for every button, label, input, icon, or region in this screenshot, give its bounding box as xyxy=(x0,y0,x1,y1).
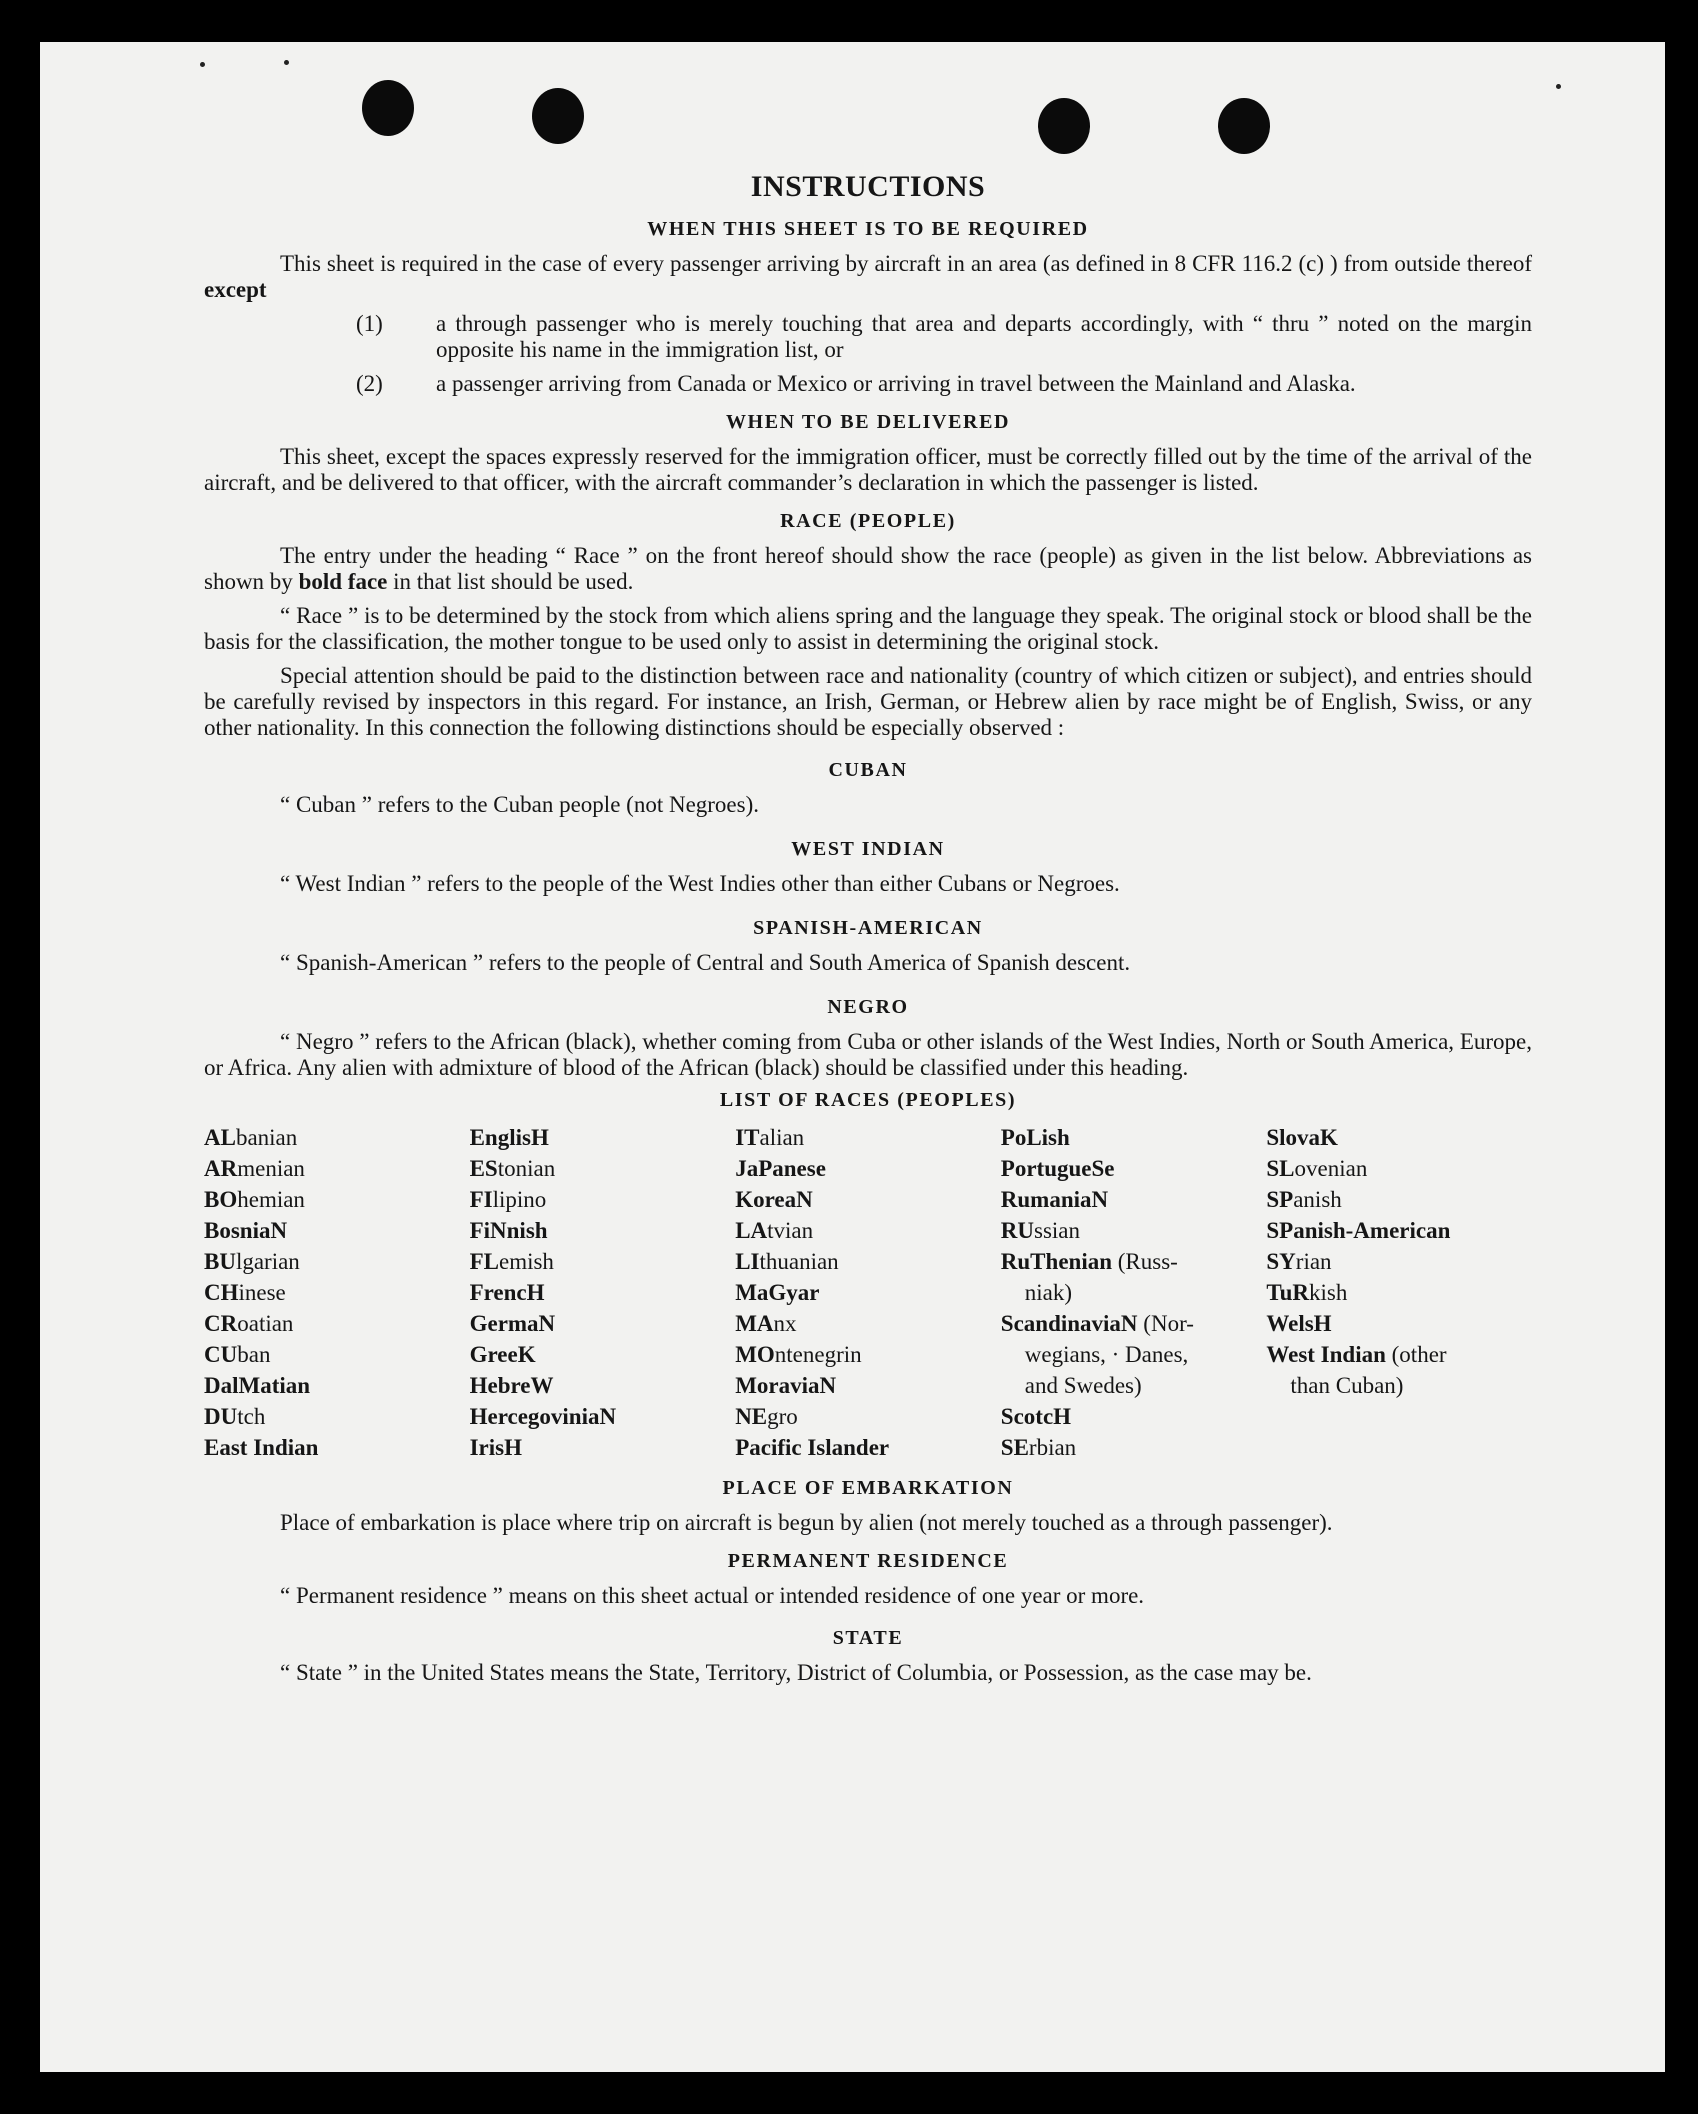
race-abbreviation: MoraviaN xyxy=(735,1373,837,1398)
race-abbreviation: BO xyxy=(204,1187,238,1212)
race-paragraph-3: Special attention should be paid to the distinction between race and nationality (country of which citizen or subject), and entries should be carefully revised by inspectors in this regard. For instance, an Irish, German, or Hebrew alien by race might be of English, Swiss, or any other nationality. In this connection the following distinctions should be especially observed : xyxy=(204,663,1532,740)
race-remainder: thuanian xyxy=(759,1249,839,1274)
race-entry xyxy=(1001,1432,1267,1463)
races-column xyxy=(1001,1122,1267,1463)
heading-permanent-residence: PERMANENT RESIDENCE xyxy=(727,1550,1009,1572)
race-abbreviation: FL xyxy=(469,1249,499,1274)
race-continuation xyxy=(1001,1370,1267,1401)
item-text: a passenger arriving from Canada or Mexico or arriving in travel between the Mainland and Alaska. xyxy=(436,371,1356,396)
race-abbreviation: MaGyar xyxy=(735,1280,820,1305)
race-abbreviation: CR xyxy=(204,1311,238,1336)
race-abbreviation: HebreW xyxy=(469,1373,554,1398)
heading-cuban: CUBAN xyxy=(828,759,908,781)
race-abbreviation: MO xyxy=(735,1342,775,1367)
item-number: (1) xyxy=(356,311,383,336)
race-remainder: ovenian xyxy=(1294,1156,1368,1181)
race-abbreviation: RU xyxy=(1000,1218,1035,1243)
race-entry xyxy=(470,1277,736,1308)
race-continuation xyxy=(1001,1277,1267,1308)
heading-state: STATE xyxy=(832,1627,904,1649)
race-entry xyxy=(204,1277,470,1308)
race-remainder: nx xyxy=(773,1311,797,1336)
race-entry xyxy=(470,1339,736,1370)
race-entry xyxy=(1266,1122,1532,1153)
race-abbreviation: East Indian xyxy=(204,1435,319,1460)
race-entry xyxy=(204,1339,470,1370)
race-entry xyxy=(470,1401,736,1432)
race-entry xyxy=(470,1308,736,1339)
race-entry xyxy=(735,1153,1001,1184)
race-entry xyxy=(204,1184,470,1215)
heading-when-delivered: WHEN TO BE DELIVERED xyxy=(725,411,1011,433)
race-abbreviation: LI xyxy=(735,1249,760,1274)
race-entry xyxy=(735,1401,1001,1432)
when-delivered-paragraph: This sheet, except the spaces expressly reserved for the immigration officer, must be correctly filled out by the time of the arrival of the aircraft, and be delivered to that officer, with the aircraft commander’s declaration in which the passenger is listed. xyxy=(204,444,1532,495)
race-entry xyxy=(1001,1308,1267,1339)
race-continuation xyxy=(1001,1339,1267,1370)
race-abbreviation: Pacific Islander xyxy=(735,1435,890,1460)
race-abbreviation: AR xyxy=(204,1156,238,1181)
race-abbreviation: PortugueSe xyxy=(1000,1156,1115,1181)
race-entry xyxy=(470,1432,736,1463)
negro-definition: “ Negro ” refers to the African (black), whether coming from Cuba or other islands of the West Indies, North or South America, Europe, or Africa. Any alien with admixture of blood of the African (black) should be classified under this heading. xyxy=(204,1029,1532,1080)
race-remainder: wegians, · Danes, xyxy=(1024,1342,1189,1367)
punch-hole xyxy=(1218,98,1270,154)
race-abbreviation: ES xyxy=(469,1156,498,1181)
race-remainder: lgarian xyxy=(235,1249,300,1274)
race-remainder: rbian xyxy=(1028,1435,1077,1460)
race-abbreviation: HercegoviniaN xyxy=(469,1404,617,1429)
race-entry xyxy=(735,1308,1001,1339)
race-remainder: inese xyxy=(238,1280,286,1305)
race-abbreviation: FI xyxy=(469,1187,493,1212)
paper-speck xyxy=(284,60,289,65)
race-entry xyxy=(1001,1370,1267,1401)
race-paragraph-2: “ Race ” is to be determined by the stock from which aliens spring and the language they speak. The original stock or blood shall be the basis for the classification, the mother tongue to be used only to assist in determining the original stock. xyxy=(204,603,1532,654)
race-entry xyxy=(470,1246,736,1277)
race-remainder: emish xyxy=(498,1249,554,1274)
race-remainder: tvian xyxy=(767,1218,814,1243)
race-abbreviation: WelsH xyxy=(1266,1311,1332,1336)
race-entry xyxy=(470,1184,736,1215)
race-entry xyxy=(1001,1153,1267,1184)
race-abbreviation: CU xyxy=(204,1342,238,1367)
race-entry xyxy=(735,1432,1001,1463)
race-remainder: tonian xyxy=(497,1156,556,1181)
race-abbreviation: DU xyxy=(204,1404,238,1429)
except-bold: except xyxy=(204,277,267,302)
race-continuation xyxy=(1266,1370,1532,1401)
race-remainder: niak) xyxy=(1024,1280,1073,1305)
race-entry xyxy=(204,1246,470,1277)
race-remainder: (Russ- xyxy=(1112,1249,1178,1274)
race-abbreviation: JaPanese xyxy=(735,1156,826,1181)
punch-hole xyxy=(532,88,584,144)
race-entry xyxy=(204,1122,470,1153)
spanish-american-definition: “ Spanish-American ” refers to the people of Central and South America of Spanish descent. xyxy=(280,950,1131,975)
races-column xyxy=(735,1122,1001,1463)
race-remainder: ban xyxy=(237,1342,271,1367)
race-remainder: alian xyxy=(759,1125,805,1150)
race-para1-a: The entry under the heading “ Race ” on the front hereof should show the race (people) as given in the list below. Abbreviations as shown by xyxy=(204,543,1532,594)
item-number: (2) xyxy=(356,371,383,396)
item-text: a through passenger who is merely touching that area and departs accordingly, with “ thru ” noted on the margin opposite his name in the immigration list, or xyxy=(436,311,1532,362)
race-entry xyxy=(735,1370,1001,1401)
page-title: INSTRUCTIONS xyxy=(750,170,986,203)
race-remainder: and Swedes) xyxy=(1024,1373,1142,1398)
race-abbreviation: GreeK xyxy=(469,1342,536,1367)
race-remainder: hemian xyxy=(237,1187,305,1212)
race-remainder: tch xyxy=(237,1404,266,1429)
race-entry xyxy=(1266,1184,1532,1215)
race-entry xyxy=(1001,1184,1267,1215)
race-entry xyxy=(1001,1122,1267,1153)
race-abbreviation: SL xyxy=(1266,1156,1295,1181)
race-entry xyxy=(470,1215,736,1246)
race-remainder: menian xyxy=(237,1156,305,1181)
when-required-paragraph xyxy=(204,251,1532,303)
heading-when-required: WHEN THIS SHEET IS TO BE REQUIRED xyxy=(647,218,1089,240)
race-remainder: kish xyxy=(1309,1280,1348,1305)
race-remainder: ssian xyxy=(1034,1218,1081,1243)
race-abbreviation: IT xyxy=(735,1125,760,1150)
race-abbreviation: RumaniaN xyxy=(1000,1187,1109,1212)
race-abbreviation: BU xyxy=(204,1249,236,1274)
race-abbreviation: PoLish xyxy=(1000,1125,1070,1150)
race-remainder: rian xyxy=(1295,1249,1332,1274)
race-entry xyxy=(1266,1370,1532,1401)
race-entry xyxy=(1266,1215,1532,1246)
race-remainder: (Nor- xyxy=(1137,1311,1194,1336)
race-remainder: anish xyxy=(1293,1187,1342,1212)
punch-hole xyxy=(362,80,414,136)
race-entry xyxy=(735,1277,1001,1308)
race-abbreviation: BosniaN xyxy=(204,1218,288,1243)
race-abbreviation: RuThenian xyxy=(1000,1249,1112,1274)
race-abbreviation: FiNnish xyxy=(469,1218,548,1243)
race-entry xyxy=(1266,1277,1532,1308)
race-remainder: ntenegrin xyxy=(774,1342,862,1367)
race-abbreviation: SE xyxy=(1000,1435,1029,1460)
race-entry xyxy=(1266,1308,1532,1339)
race-entry xyxy=(204,1153,470,1184)
heading-list-of-races: LIST OF RACES (PEOPLES) xyxy=(719,1089,1017,1111)
race-abbreviation: GermaN xyxy=(469,1311,556,1336)
race-abbreviation: SlovaK xyxy=(1266,1125,1338,1150)
races-column xyxy=(204,1122,470,1463)
race-abbreviation: MA xyxy=(735,1311,774,1336)
race-entry xyxy=(470,1153,736,1184)
when-required-text: This sheet is required in the case of every passenger arriving by aircraft in an area (as defined in 8 CFR 116.2 (c) ) from outside thereof xyxy=(280,251,1532,276)
heading-race: RACE (PEOPLE) xyxy=(780,510,956,532)
race-entry xyxy=(735,1184,1001,1215)
race-entry xyxy=(1266,1153,1532,1184)
race-abbreviation: SPanish-American xyxy=(1266,1218,1451,1243)
cuban-definition: “ Cuban ” refers to the Cuban people (not Negroes). xyxy=(280,792,760,817)
race-abbreviation: TuR xyxy=(1266,1280,1310,1305)
residence-definition: “ Permanent residence ” means on this sheet actual or intended residence of one year or more. xyxy=(280,1583,1145,1608)
heading-negro: NEGRO xyxy=(827,996,909,1018)
race-entry xyxy=(204,1432,470,1463)
race-entry xyxy=(204,1370,470,1401)
instructions-content xyxy=(204,170,1532,1694)
race-abbreviation: West Indian xyxy=(1266,1342,1386,1367)
race-remainder: lipino xyxy=(492,1187,547,1212)
race-abbreviation: CH xyxy=(204,1280,239,1305)
punch-hole xyxy=(1038,98,1090,154)
race-abbreviation: EnglisH xyxy=(469,1125,549,1150)
race-entry xyxy=(470,1370,736,1401)
race-remainder: banian xyxy=(235,1125,298,1150)
exception-item-1 xyxy=(204,311,1532,363)
race-abbreviation: ScandinaviaN xyxy=(1000,1311,1138,1336)
races-column xyxy=(470,1122,736,1463)
race-entry xyxy=(1001,1246,1267,1277)
race-abbreviation: KoreaN xyxy=(735,1187,813,1212)
race-entry xyxy=(1001,1339,1267,1370)
races-column xyxy=(1266,1122,1532,1463)
race-entry xyxy=(735,1215,1001,1246)
race-abbreviation: SY xyxy=(1266,1249,1296,1274)
document-page xyxy=(40,42,1665,2072)
race-entry xyxy=(204,1308,470,1339)
race-entry xyxy=(1001,1277,1267,1308)
state-definition: “ State ” in the United States means the State, Territory, District of Columbia, or Possession, as the case may be. xyxy=(280,1660,1312,1685)
race-entry xyxy=(204,1215,470,1246)
race-remainder: gro xyxy=(767,1404,798,1429)
embarkation-definition: Place of embarkation is place where trip on aircraft is begun by alien (not merely touched as a through passenger). xyxy=(280,1510,1333,1535)
race-abbreviation: SP xyxy=(1266,1187,1294,1212)
race-remainder: (other xyxy=(1385,1342,1447,1367)
race-entry xyxy=(1001,1401,1267,1432)
heading-place-of-embarkation: PLACE OF EMBARKATION xyxy=(722,1477,1014,1499)
race-abbreviation: FrencH xyxy=(469,1280,545,1305)
exception-item-2 xyxy=(204,371,1532,397)
race-entry xyxy=(735,1339,1001,1370)
race-abbreviation: LA xyxy=(735,1218,768,1243)
race-entry xyxy=(735,1246,1001,1277)
race-paragraph-1 xyxy=(204,543,1532,595)
race-entry xyxy=(1001,1215,1267,1246)
race-entry xyxy=(470,1122,736,1153)
race-abbreviation: IrisH xyxy=(469,1435,522,1460)
race-para1-b: in that list should be used. xyxy=(393,569,634,594)
race-abbreviation: DalMatian xyxy=(204,1373,311,1398)
race-entry xyxy=(735,1122,1001,1153)
race-entry xyxy=(1266,1246,1532,1277)
race-abbreviation: AL xyxy=(204,1125,236,1150)
race-entry xyxy=(1266,1339,1532,1370)
race-remainder: than Cuban) xyxy=(1290,1373,1404,1398)
heading-west-indian: WEST INDIAN xyxy=(791,838,945,860)
race-abbreviation: ScotcH xyxy=(1000,1404,1072,1429)
paper-speck xyxy=(200,62,205,67)
races-list xyxy=(204,1122,1532,1463)
race-remainder: oatian xyxy=(237,1311,294,1336)
race-entry xyxy=(204,1401,470,1432)
paper-speck xyxy=(1556,84,1561,89)
west-indian-definition: “ West Indian ” refers to the people of the West Indies other than either Cubans or Negroes. xyxy=(280,871,1120,896)
heading-spanish-american: SPANISH-AMERICAN xyxy=(753,917,983,939)
bold-face-text: bold face xyxy=(298,569,388,594)
race-abbreviation: NE xyxy=(735,1404,768,1429)
